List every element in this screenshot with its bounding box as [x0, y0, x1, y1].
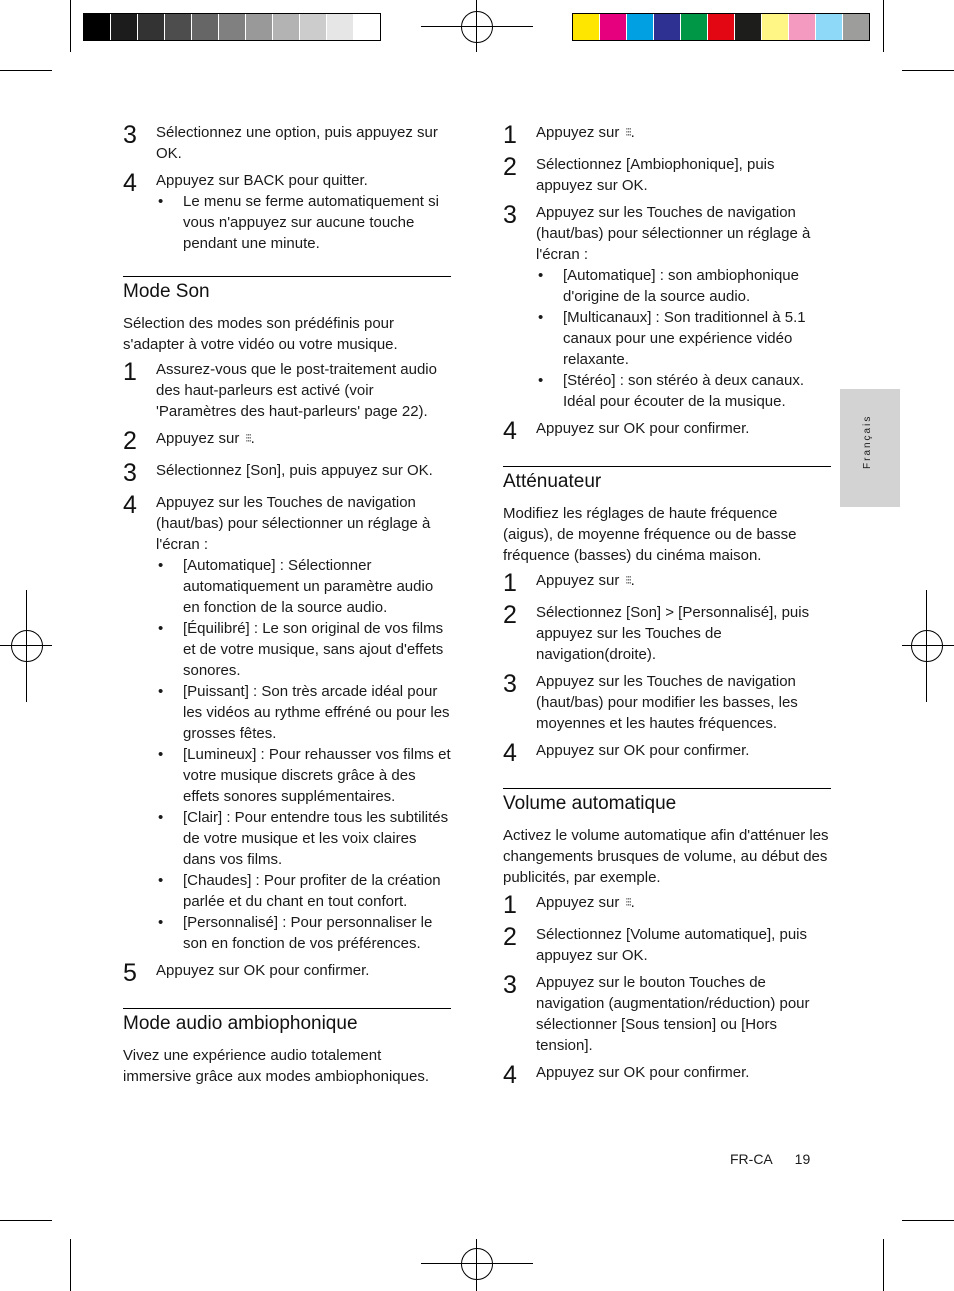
step-item [503, 740, 831, 766]
registration-line [476, 0, 477, 52]
step-number: 1 [503, 121, 517, 149]
section-volume [503, 788, 831, 1088]
side-tab-label: Français [862, 414, 873, 469]
color-swatch [708, 14, 735, 40]
registration-mark-icon [11, 630, 43, 662]
step-item [503, 1062, 831, 1088]
color-swatch [789, 14, 816, 40]
color-swatch [762, 14, 789, 40]
step-number: 3 [503, 201, 517, 229]
color-swatch [654, 14, 681, 40]
bullet-item: • [Stéréo] : son stéréo à deux canaux. Idéal pour écouter de la musique. [536, 370, 831, 412]
step-item [503, 602, 831, 665]
step-text: Appuyez sur OK pour confirmer. [536, 420, 750, 437]
gray-swatch-strip [83, 13, 381, 41]
crop-mark [902, 70, 954, 71]
page-footer [730, 1149, 810, 1170]
section-ambio [123, 1008, 451, 1087]
registration-line [421, 26, 533, 27]
section-title: Volume automatique [503, 793, 677, 814]
color-swatch [219, 14, 246, 40]
registration-line [902, 645, 954, 646]
section-title: Atténuateur [503, 471, 602, 492]
step-number: 4 [123, 169, 137, 197]
crop-mark [883, 1239, 884, 1291]
step-item [503, 924, 831, 966]
step-item [123, 960, 451, 986]
registration-line [476, 1239, 477, 1291]
crop-mark [70, 0, 71, 52]
section-intro: Vivez une expérience audio totalement immersive grâce aux modes ambiophoniques. [123, 1047, 429, 1085]
step-number: 3 [503, 971, 517, 999]
step-number: 1 [123, 358, 137, 386]
color-swatch [681, 14, 708, 40]
language-side-tab [840, 389, 900, 507]
bullet-item: • [Automatique] : son ambiophonique d'origine de la source audio. [536, 265, 831, 307]
step-text: Appuyez sur [536, 124, 620, 141]
step-item [503, 154, 831, 196]
step-item [503, 202, 831, 412]
sound-settings-icon: ⫶⫶⫶ [625, 127, 631, 139]
left-column [123, 122, 451, 1091]
registration-line [421, 1263, 533, 1264]
color-swatch [735, 14, 762, 40]
section-title: Mode audio ambiophonique [123, 1013, 358, 1034]
sound-settings-icon: ⫶⫶⫶ [245, 433, 251, 445]
registration-mark-icon [461, 11, 493, 43]
step-text: Appuyez sur les Touches de navigation (haut/bas) pour sélectionner un réglage à l'écran : [156, 494, 431, 553]
color-swatch [816, 14, 843, 40]
registration-mark-icon [461, 1248, 493, 1280]
section-intro: Activez le volume automatique afin d'atténuer les changements brusques de volume, au début des publicités, par exemple. [503, 827, 829, 886]
step-number: 3 [503, 670, 517, 698]
bullet-list [156, 555, 451, 954]
section-intro: Sélection des modes son prédéfinis pour s'adapter à votre vidéo ou votre musique. [123, 315, 398, 353]
color-swatch [165, 14, 192, 40]
color-swatch [111, 14, 138, 40]
color-swatch [843, 14, 869, 40]
step-text: Sélectionnez [Son], puis appuyez sur OK. [156, 462, 433, 479]
crop-mark [883, 0, 884, 52]
step-text: Appuyez sur les Touches de navigation (haut/bas) pour modifier les basses, les moyennes et les hautes fréquences. [536, 673, 798, 732]
section-mode-son [123, 276, 451, 986]
color-swatch [138, 14, 165, 40]
step-item [123, 460, 451, 486]
bullet-item: • [Équilibré] : Le son original de vos films et de votre musique, sans ajout d'effets sonores. [156, 618, 451, 681]
page-number: 19 [794, 1151, 811, 1167]
bullet-item: • [Chaudes] : Pour profiter de la création parlée et du chant en tout confort. [156, 870, 451, 912]
section-title: Mode Son [123, 281, 210, 302]
step-number: 4 [503, 417, 517, 445]
step-text: Appuyez sur les Touches de navigation (haut/bas) pour sélectionner un réglage à l'écran : [536, 204, 811, 263]
color-swatch [246, 14, 273, 40]
step-item [123, 122, 451, 164]
color-swatch [84, 14, 111, 40]
step-item [123, 359, 451, 422]
bullet-list [156, 191, 451, 254]
bullet-item: • [Lumineux] : Pour rehausser vos films et votre musique discrets grâce à des effets sonores supplémentaires. [156, 744, 451, 807]
color-swatch [192, 14, 219, 40]
step-item [503, 671, 831, 734]
step-item [503, 418, 831, 444]
step-number: 2 [503, 153, 517, 181]
footer-language: FR-CA [730, 1151, 773, 1167]
step-text: Appuyez sur [536, 894, 620, 911]
bullet-item: • Le menu se ferme automatiquement si vous n'appuyez sur aucune touche pendant une minute. [156, 191, 451, 254]
step-text: Sélectionnez [Volume automatique], puis appuyez sur OK. [536, 926, 808, 964]
step-item: 1 Appuyez sur ⫶⫶⫶. [503, 891, 635, 919]
step-text: Appuyez sur [156, 430, 240, 447]
color-swatch [354, 14, 380, 40]
step-number: 5 [123, 959, 137, 987]
registration-mark-icon [911, 630, 943, 662]
step-text: Sélectionnez une option, puis appuyez sur OK. [156, 124, 438, 162]
step-number: 3 [123, 121, 137, 149]
section-intro: Modifiez les réglages de haute fréquence (aigus), de moyenne fréquence ou de basse fréquence (basses) du cinéma maison. [503, 505, 797, 564]
color-swatch [627, 14, 654, 40]
bullet-item: • [Personnalisé] : Pour personnaliser le son en fonction de vos préférences. [156, 912, 451, 954]
crop-mark [0, 1220, 52, 1221]
step-text: Appuyez sur OK pour confirmer. [536, 1064, 750, 1081]
color-swatch [300, 14, 327, 40]
sound-settings-icon: ⫶⫶⫶ [625, 575, 631, 587]
step-text: Appuyez sur le bouton Touches de navigation (augmentation/réduction) pour sélectionner [Sous tension] ou [Hors tension]. [536, 974, 810, 1054]
sound-settings-icon: ⫶⫶⫶ [625, 897, 631, 909]
step-item [123, 492, 451, 954]
step-text: Appuyez sur BACK pour quitter. [156, 172, 368, 189]
crop-mark [70, 1239, 71, 1291]
color-swatch [573, 14, 600, 40]
bullet-item: • [Multicanaux] : Son traditionnel à 5.1 canaux pour une expérience vidéo relaxante. [536, 307, 831, 370]
bullet-item: • [Automatique] : Sélectionner automatiquement un paramètre audio en fonction de la source audio. [156, 555, 451, 618]
section-attenuateur [503, 466, 831, 766]
step-number: 2 [503, 601, 517, 629]
registration-line [926, 590, 927, 702]
step-item [123, 170, 451, 254]
color-swatch-strip [572, 13, 870, 41]
right-column [503, 122, 831, 1094]
step-number: 4 [503, 1061, 517, 1089]
step-number: 2 [503, 923, 517, 951]
color-swatch [600, 14, 627, 40]
bullet-item: • [Clair] : Pour entendre tous les subtilités de votre musique et les voix claires dans vos films. [156, 807, 451, 870]
step-number: 4 [123, 491, 137, 519]
registration-line [26, 590, 27, 702]
step-number: 3 [123, 459, 137, 487]
step-text: Sélectionnez [Son] > [Personnalisé], puis appuyez sur les Touches de navigation(droite). [536, 604, 810, 663]
crop-mark [0, 70, 52, 71]
step-number: 4 [503, 739, 517, 767]
bullet-item: • [Puissant] : Son très arcade idéal pour les vidéos au rythme effréné ou pour les grosses fêtes. [156, 681, 451, 744]
color-swatch [273, 14, 300, 40]
step-text: Appuyez sur OK pour confirmer. [156, 962, 370, 979]
crop-mark [902, 1220, 954, 1221]
step-number: 1 [503, 569, 517, 597]
step-item [503, 972, 831, 1056]
step-item: 1 Appuyez sur ⫶⫶⫶. [503, 121, 635, 149]
step-text: Appuyez sur OK pour confirmer. [536, 742, 750, 759]
color-swatch [327, 14, 354, 40]
step-text: Sélectionnez [Ambiophonique], puis appuyez sur OK. [536, 156, 775, 194]
step-item: 1 Appuyez sur ⫶⫶⫶. [503, 569, 635, 597]
step-item: 2 Appuyez sur ⫶⫶⫶. [123, 427, 255, 455]
step-number: 2 [123, 427, 137, 455]
step-text: Assurez-vous que le post-traitement audio des haut-parleurs est activé (voir 'Paramètres des haut-parleurs' page 22). [156, 361, 437, 420]
bullet-list [536, 265, 831, 412]
step-number: 1 [503, 891, 517, 919]
step-text: Appuyez sur [536, 572, 620, 589]
